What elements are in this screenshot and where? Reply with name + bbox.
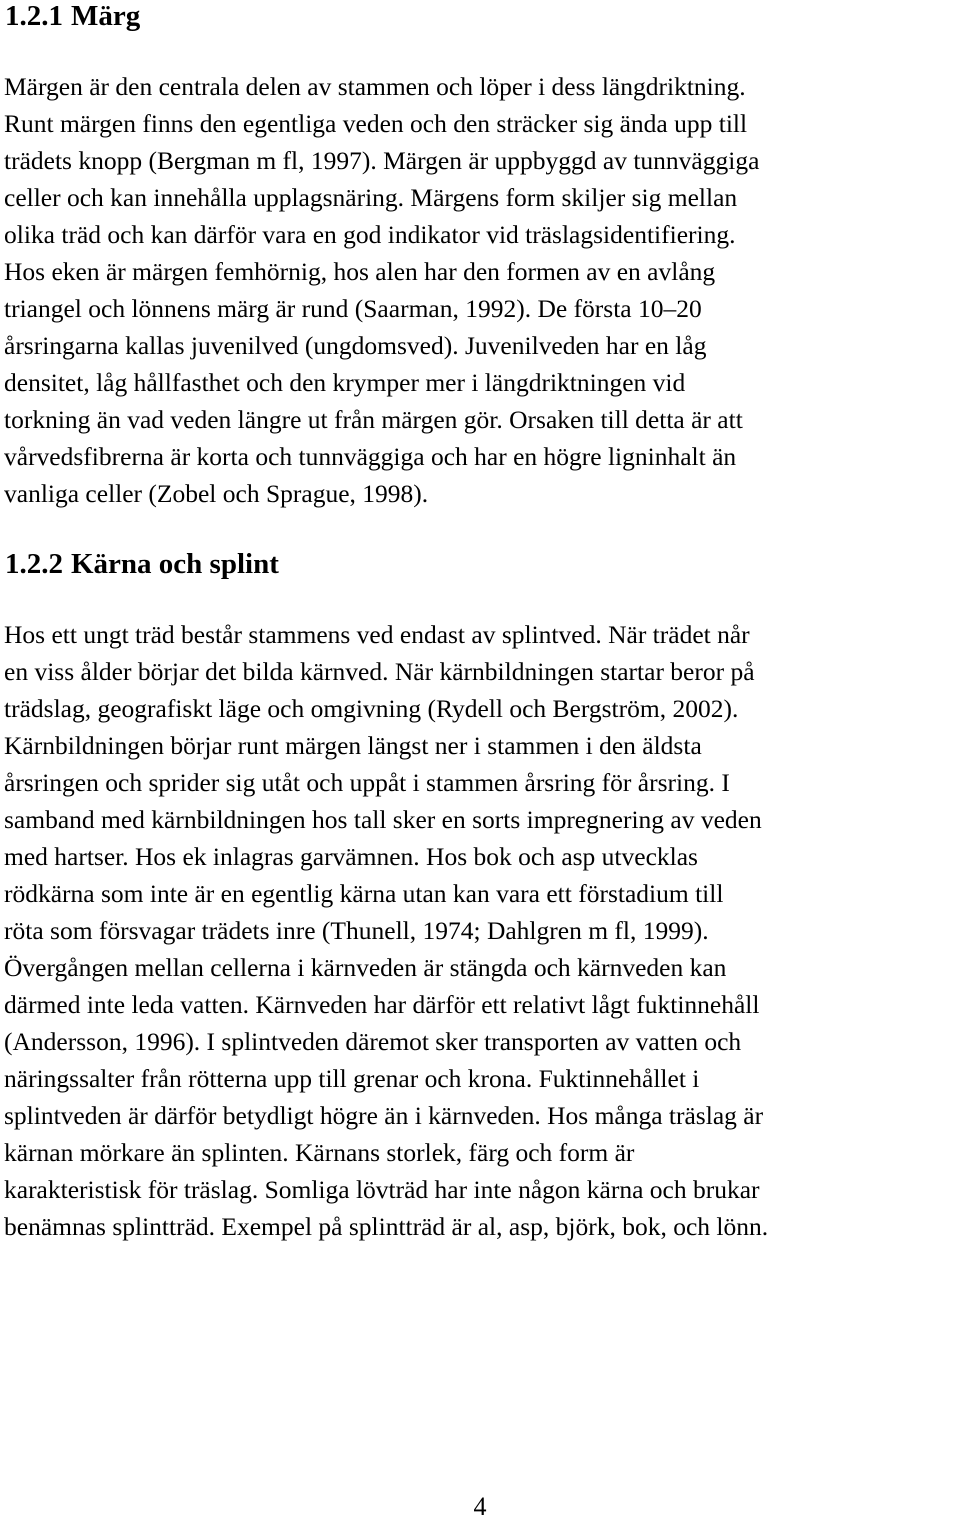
text-line: årsringarna kallas juvenilved (ungdomsved). Juvenilveden har en låg xyxy=(4,331,707,360)
text-line: vanliga celler (Zobel och Sprague, 1998). xyxy=(4,479,429,508)
text-line: trädets knopp (Bergman m fl, 1997). Märgen är uppbyggd av tunnväggiga xyxy=(4,146,760,175)
text-line: Märgen är den centrala delen av stammen och löper i dess längdriktning. xyxy=(4,72,746,101)
text-line: därmed inte leda vatten. Kärnveden har därför ett relativt lågt fuktinnehåll xyxy=(4,990,760,1019)
text-line: karakteristisk för träslag. Somliga lövträd har inte någon kärna och brukar xyxy=(4,1175,760,1204)
section-number: 1.2.1 xyxy=(5,0,63,32)
text-line: (Andersson, 1996). I splintveden däremot sker transporten av vatten och xyxy=(4,1027,742,1056)
text-line: triangel och lönnens märg är rund (Saarman, 1992). De första 10–20 xyxy=(4,294,702,323)
text-line: röta som försvagar trädets inre (Thunell, 1974; Dahlgren m fl, 1999). xyxy=(4,916,709,945)
text-line: samband med kärnbildningen hos tall sker en sorts impregnering av veden xyxy=(4,805,762,834)
text-line: årsringen och sprider sig utåt och uppåt i stammen årsring för årsring. I xyxy=(4,768,730,797)
text-line: Hos ett ungt träd består stammens ved endast av splintved. När trädet når xyxy=(4,620,750,649)
text-line: olika träd och kan därför vara en god indikator vid träslagsidentifiering. xyxy=(4,220,736,249)
text-line: kärnan mörkare än splinten. Kärnans storlek, färg och form är xyxy=(4,1138,635,1167)
text-line: Övergången mellan cellerna i kärnveden är stängda och kärnveden kan xyxy=(4,953,727,982)
section-title: Kärna och splint xyxy=(71,548,279,580)
text-line: splintveden är därför betydligt högre än i kärnveden. Hos många träslag är xyxy=(4,1101,764,1130)
page-number: 4 xyxy=(473,1492,487,1521)
section-title: Märg xyxy=(71,0,141,32)
text-line: näringssalter från rötterna upp till grenar och krona. Fuktinnehållet i xyxy=(4,1064,700,1093)
section-number: 1.2.2 xyxy=(5,548,63,580)
text-line: rödkärna som inte är en egentlig kärna utan kan vara ett förstadium till xyxy=(4,879,724,908)
text-line: Runt märgen finns den egentliga veden och den sträcker sig ända upp till xyxy=(4,109,748,138)
text-line: benämnas splintträd. Exempel på splintträd är al, asp, björk, bok, och lönn. xyxy=(4,1212,769,1241)
section-heading-marg xyxy=(5,0,140,32)
text-line: celler och kan innehålla upplagsnäring. Märgens form skiljer sig mellan xyxy=(4,183,738,212)
text-line: med hartser. Hos ek inlagras garvämnen. Hos bok och asp utvecklas xyxy=(4,842,698,871)
text-line: vårvedsfibrerna är korta och tunnväggiga och har en högre ligninhalt än xyxy=(4,442,737,471)
text-line: trädslag, geografiskt läge och omgivning (Rydell och Bergström, 2002). xyxy=(4,694,739,723)
text-line: densitet, låg hållfasthet och den krymper mer i längdriktningen vid xyxy=(4,368,686,397)
text-line: en viss ålder börjar det bilda kärnved. När kärnbildningen startar beror på xyxy=(4,657,755,686)
section-heading-karna-och-splint xyxy=(5,548,279,580)
text-line: torkning än vad veden längre ut från märgen gör. Orsaken till detta är att xyxy=(4,405,743,434)
text-line: Hos eken är märgen femhörnig, hos alen har den formen av en avlång xyxy=(4,257,716,286)
text-line: Kärnbildningen börjar runt märgen längst ner i stammen i den äldsta xyxy=(4,731,702,760)
